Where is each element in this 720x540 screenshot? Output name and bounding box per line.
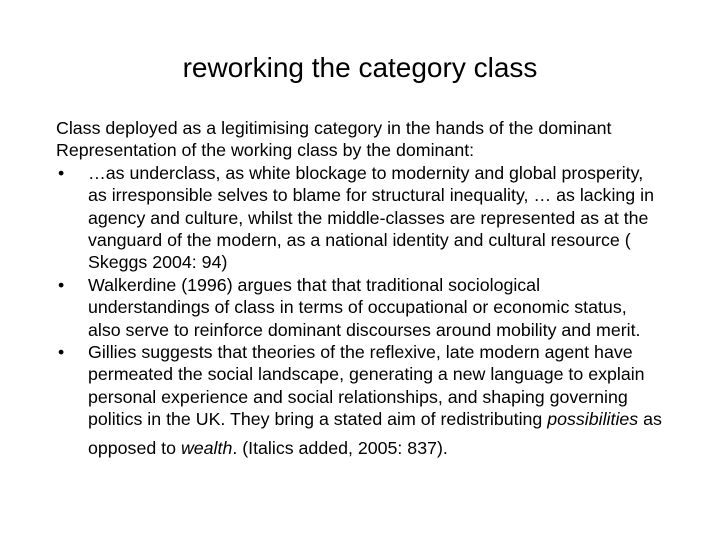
paragraph-representation: Representation of the working class by the dominant: [56,140,475,161]
bullet-text: …as underclass, as white blockage to modernity and global prosperity, as irresponsible selves to blame for structural inequality, … as lacking in agency and culture, whilst the middle-classes are represented as at the vanguard of the modern, as a national identity and cultural resource ( Skeggs 2004: 94) [88,162,654,273]
bullet-text-part-3: . (Italics added, 2005: 837). [232,437,448,458]
bullet-last-line [181,437,448,459]
bullet-gillies [56,341,664,459]
bullet-underclass [56,162,664,274]
bullet-italic-possibilities: possibilities [547,409,639,430]
slide-body [56,117,664,459]
bullet-walkerdine [56,274,664,341]
paragraph-class-deployed: Class deployed as a legitimising category in the hands of the dominant [56,118,612,138]
slide-title: reworking the category class [182,52,538,83]
bullet-text-part-2: as opposed to [88,409,662,458]
bullet-text: Walkerdine (1996) argues that that traditional sociological understandings of class in terms of occupational or economic status, also serve to reinforce dominant discourses around mobility and merit. [88,274,641,340]
bullet-text-part-1: Gillies suggests that theories of the reflexive, late modern agent have permeated the social landscape, generating a new language to explain personal experience and social relationships, and shaping governing politics in the UK. They bring a stated aim of redistributing [88,342,645,430]
bullet-icon: • [58,342,65,363]
bullet-icon: • [58,162,65,183]
bullet-italic-wealth: wealth [180,437,233,458]
bullet-icon: • [58,274,65,295]
